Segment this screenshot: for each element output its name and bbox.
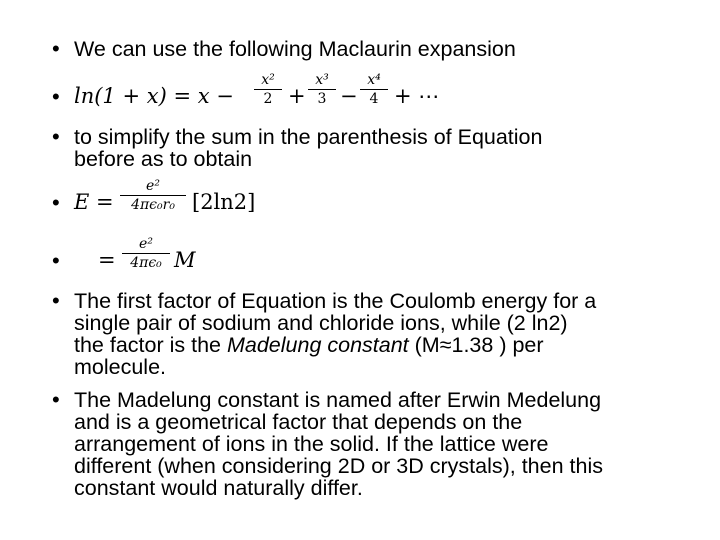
factor-line-4: molecule. (74, 355, 167, 379)
eq3-rhs: M (174, 248, 196, 272)
eq1-term-x3-den: 3 (317, 91, 327, 107)
madelung-line-5: constant would naturally differ. (74, 476, 363, 500)
bullet-marker: • (52, 190, 60, 215)
eq2-lhs: E = (74, 190, 114, 214)
eq1-term-x3 (308, 72, 336, 107)
eq3-fraction (122, 236, 170, 271)
factor-line-3 (74, 334, 544, 356)
eq3-lhs: = (98, 248, 116, 272)
eq3-denominator: 4πϵ₀ (130, 255, 162, 271)
bullet-marker: • (52, 84, 60, 109)
eq1-term-x2 (254, 72, 282, 107)
factor-line-1: The first factor of Equation is the Coulomb energy for a (74, 289, 597, 313)
eq1-term-x4 (360, 72, 388, 107)
madelung-line-2: and is a geometrical factor that depends on the (74, 410, 523, 434)
bullet-marker: • (52, 387, 60, 412)
simplify-line-2: before as to obtain (74, 147, 253, 171)
eq1-term-x4-num: x⁴ (367, 72, 381, 88)
eq2-numerator: e² (146, 178, 160, 194)
eq1-term-x4-den: 4 (369, 91, 379, 107)
eq1-minus: − (340, 84, 358, 108)
factor-line-3-start: the factor is the (74, 333, 227, 357)
eq2-fraction (120, 178, 186, 213)
eq3-numerator: e² (139, 236, 153, 252)
simplify-line-1: to simplify the sum in the parenthesis of Equation (74, 125, 543, 149)
eq1-lhs: ln(1 + x) = x − (74, 84, 234, 108)
factor-line-3-end: (M≈1.38 ) per (408, 333, 544, 357)
factor-line-2: single pair of sodium and chloride ions, while (2 ln2) (74, 311, 568, 335)
bullet-marker: • (52, 288, 60, 313)
eq2-rhs: [2ln2] (192, 190, 256, 214)
eq1-term-x2-den: 2 (263, 91, 273, 107)
bullet-marker: • (52, 36, 60, 61)
madelung-line-1: The Madelung constant is named after Erwin Medelung (74, 388, 602, 412)
eq2-denominator: 4πϵ₀r₀ (131, 197, 175, 213)
eq1-term-x2-num: x² (261, 72, 275, 88)
madelung-line-3: arrangement of ions in the solid. If the lattice were (74, 432, 549, 456)
bullet-marker: • (52, 248, 60, 273)
madelung-line-4: different (when considering 2D or 3D crystals), then this (74, 454, 603, 478)
intro-text: We can use the following Maclaurin expansion (74, 37, 516, 61)
eq1-term-x3-num: x³ (315, 72, 329, 88)
bullet-marker: • (52, 124, 60, 149)
madelung-constant-term: Madelung constant (226, 333, 409, 357)
eq1-plus: + (288, 84, 306, 108)
eq1-tail: + ⋯ (394, 84, 440, 108)
